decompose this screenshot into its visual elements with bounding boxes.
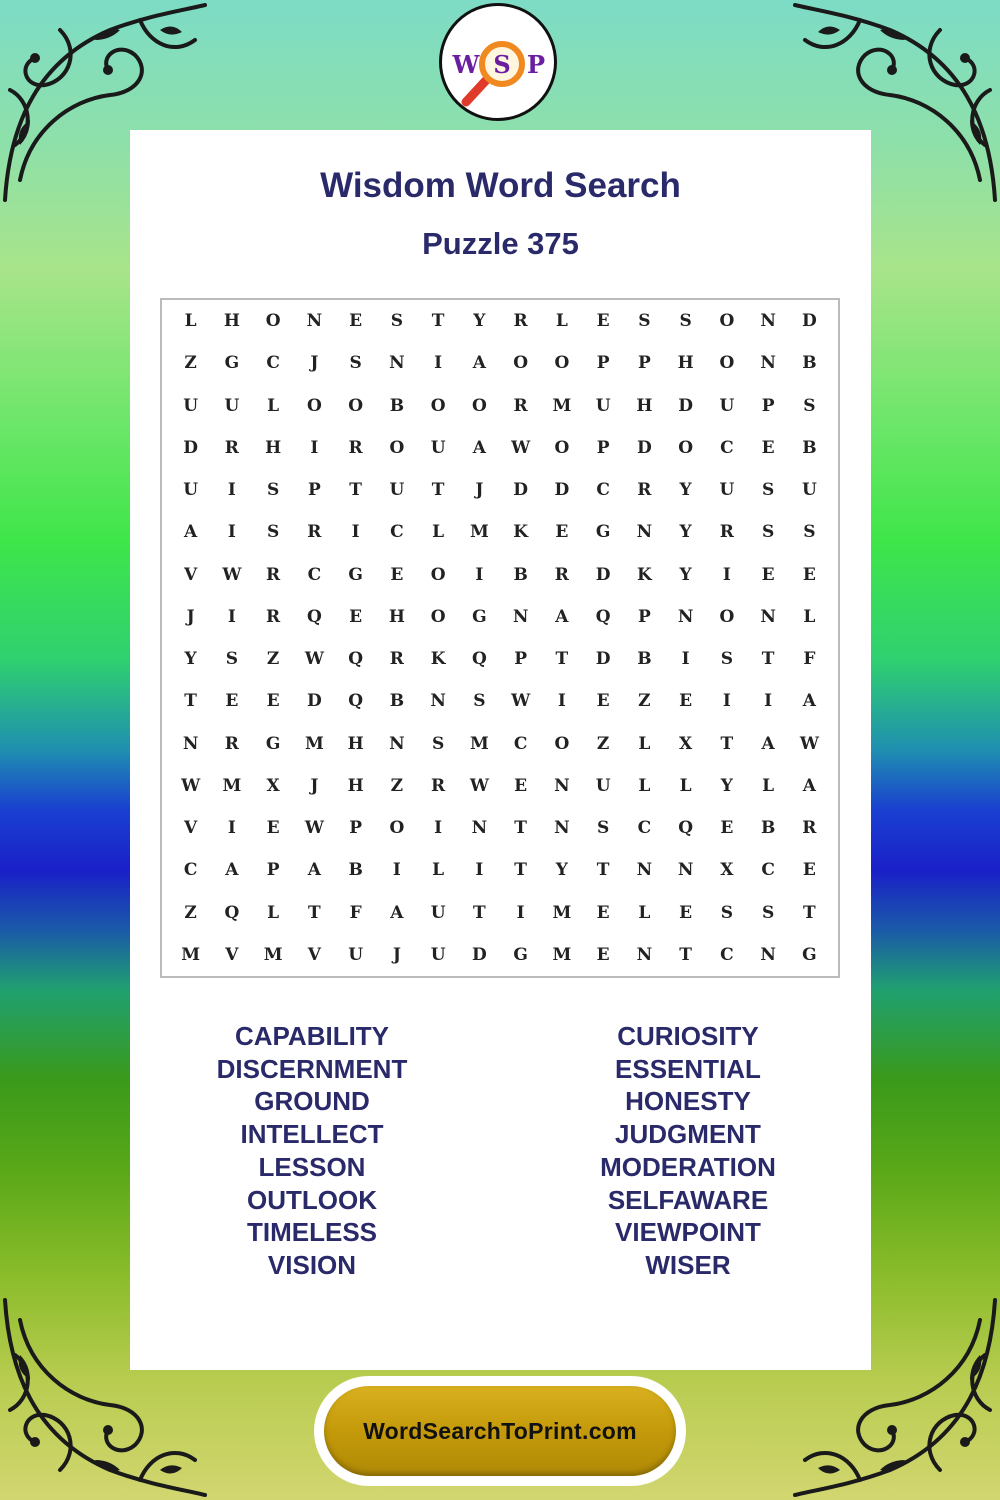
grid-letter[interactable]: N xyxy=(471,818,488,839)
grid-letter[interactable]: P xyxy=(307,480,321,501)
grid-letter[interactable]: V xyxy=(184,564,198,585)
grid-letter[interactable]: Z xyxy=(266,649,280,670)
grid-letter[interactable]: O xyxy=(471,395,487,416)
grid-letter[interactable]: B xyxy=(513,564,528,585)
search-word: SELFAWARE xyxy=(607,1184,769,1215)
grid-letter[interactable]: C xyxy=(637,818,652,839)
grid-letter[interactable]: T xyxy=(761,649,775,670)
search-word: CURIOSITY xyxy=(617,1021,759,1051)
grid-letter[interactable]: Q xyxy=(595,606,611,627)
grid-letter[interactable]: R xyxy=(266,564,281,585)
grid-letter[interactable]: S xyxy=(761,902,775,923)
grid-letter[interactable]: E xyxy=(555,522,569,543)
grid-letter[interactable]: A xyxy=(472,353,486,374)
grid-letter[interactable]: D xyxy=(183,437,198,458)
grid-letter[interactable]: O xyxy=(513,353,529,374)
grid-letter[interactable]: B xyxy=(802,353,817,374)
grid-letter[interactable]: T xyxy=(349,480,362,501)
grid-letter[interactable]: T xyxy=(473,902,486,923)
grid-letter[interactable]: N xyxy=(389,733,405,754)
grid-letter[interactable]: V xyxy=(184,818,198,839)
grid-letter[interactable]: I xyxy=(434,818,443,839)
grid-letter[interactable]: E xyxy=(349,311,363,332)
grid-letter[interactable]: S xyxy=(225,649,239,670)
grid-letter[interactable]: V xyxy=(225,944,239,965)
grid-letter[interactable]: P xyxy=(596,437,610,458)
grid-letter[interactable]: I xyxy=(227,480,236,501)
grid-letter[interactable]: N xyxy=(760,606,776,627)
grid-letter[interactable]: C xyxy=(513,733,528,754)
grid-letter[interactable]: N xyxy=(554,818,570,839)
grid-letter[interactable]: N xyxy=(760,944,776,965)
grid-letter[interactable]: S xyxy=(266,522,280,543)
search-word: TIMELESS xyxy=(246,1217,377,1248)
grid-letter[interactable]: I xyxy=(516,902,525,923)
grid-letter[interactable]: R xyxy=(719,522,734,543)
grid-letter[interactable]: S xyxy=(720,902,734,923)
grid-letter[interactable]: P xyxy=(637,606,651,627)
grid-letter[interactable]: N xyxy=(636,522,653,543)
grid-letter[interactable]: D xyxy=(802,311,817,332)
grid-letter[interactable]: P xyxy=(596,353,610,374)
grid-letter[interactable]: D xyxy=(554,480,570,501)
grid-letter[interactable]: T xyxy=(184,691,197,712)
grid-letter[interactable]: O xyxy=(265,311,281,332)
grid-letter[interactable]: D xyxy=(307,691,322,712)
grid-letter[interactable]: O xyxy=(348,395,364,416)
grid-letter[interactable]: H xyxy=(265,437,282,458)
grid-letter[interactable]: A xyxy=(307,860,321,881)
grid-letter[interactable]: R xyxy=(513,395,528,416)
grid-letter[interactable]: S xyxy=(390,311,404,332)
letter-grid[interactable] xyxy=(160,298,840,978)
grid-letter[interactable]: E xyxy=(266,691,280,712)
grid-letter[interactable]: G xyxy=(348,564,363,585)
grid-letter[interactable]: T xyxy=(431,311,445,332)
puzzle-number: Puzzle 375 xyxy=(422,226,579,261)
grid-letter[interactable]: J xyxy=(310,775,319,796)
grid-letter[interactable]: Q xyxy=(471,649,487,670)
search-word: OUTLOOK xyxy=(247,1184,377,1215)
grid-letter[interactable]: I xyxy=(722,564,731,585)
grid-letter[interactable]: L xyxy=(803,606,816,627)
search-word: GROUND xyxy=(254,1086,370,1117)
grid-letter[interactable]: L xyxy=(679,775,692,796)
grid-letter[interactable]: T xyxy=(803,902,816,923)
grid-letter[interactable]: D xyxy=(637,437,652,458)
grid-letter[interactable]: S xyxy=(803,522,816,543)
search-word: WISER xyxy=(645,1249,731,1280)
grid-letter[interactable]: U xyxy=(430,944,446,965)
grid-letter[interactable]: H xyxy=(347,775,364,796)
grid-letter[interactable]: N xyxy=(636,860,653,881)
grid-letter[interactable]: J xyxy=(310,353,319,374)
grid-letter[interactable]: O xyxy=(554,353,570,374)
grid-letter[interactable]: O xyxy=(678,437,694,458)
grid-letter[interactable]: Z xyxy=(390,775,404,796)
grid-letter[interactable]: Z xyxy=(638,691,651,712)
grid-letter[interactable]: Y xyxy=(679,564,692,585)
grid-letter[interactable]: S xyxy=(266,480,280,501)
grid-letter[interactable]: N xyxy=(677,860,694,881)
grid-letter[interactable]: Q xyxy=(306,606,322,627)
grid-letter[interactable]: H xyxy=(388,606,405,627)
search-word: DISCERNMENT xyxy=(216,1053,408,1084)
search-word: HONESTY xyxy=(625,1086,751,1117)
grid-letter[interactable]: Y xyxy=(679,522,692,543)
grid-letter[interactable]: E xyxy=(596,902,610,923)
grid-letter[interactable]: U xyxy=(595,395,611,416)
grid-letter[interactable]: M xyxy=(263,944,283,965)
grid-letter[interactable]: C xyxy=(761,860,775,881)
grid-letter[interactable]: B xyxy=(348,860,363,881)
grid-letter[interactable]: R xyxy=(307,522,322,543)
grid-letter[interactable]: I xyxy=(681,649,690,670)
grid-letter[interactable]: C xyxy=(596,480,610,501)
grid-letter[interactable]: T xyxy=(596,860,610,881)
grid-letter[interactable]: U xyxy=(224,395,240,416)
grid-letter[interactable]: L xyxy=(638,775,651,796)
grid-letter[interactable]: I xyxy=(475,564,484,585)
grid-letter[interactable]: D xyxy=(595,649,611,670)
page-title: Wisdom Word Search xyxy=(320,166,681,205)
grid-letter[interactable]: S xyxy=(720,649,734,670)
grid-letter[interactable]: X xyxy=(266,775,280,796)
grid-letter[interactable]: O xyxy=(719,311,735,332)
grid-letter[interactable]: E xyxy=(802,564,816,585)
grid-letter[interactable]: A xyxy=(472,437,486,458)
grid-letter[interactable]: Q xyxy=(348,691,364,712)
grid-letter[interactable]: R xyxy=(266,606,281,627)
grid-letter[interactable]: R xyxy=(554,564,569,585)
grid-letter[interactable]: E xyxy=(761,437,775,458)
grid-letter[interactable]: E xyxy=(225,691,239,712)
grid-letter[interactable]: R xyxy=(637,480,652,501)
grid-letter[interactable]: I xyxy=(434,353,443,374)
grid-letter[interactable]: N xyxy=(677,606,694,627)
grid-letter[interactable]: X xyxy=(720,860,734,881)
grid-letter[interactable]: L xyxy=(638,733,651,754)
grid-letter[interactable]: P xyxy=(514,649,528,670)
grid-letter[interactable]: D xyxy=(513,480,528,501)
grid-letter[interactable]: S xyxy=(638,311,651,332)
grid-letter[interactable]: F xyxy=(349,902,362,923)
grid-letter[interactable]: N xyxy=(636,944,653,965)
grid-letter[interactable]: W xyxy=(304,649,324,670)
grid-letter[interactable]: M xyxy=(552,944,572,965)
grid-letter[interactable]: R xyxy=(513,311,528,332)
grid-letter[interactable]: O xyxy=(430,395,446,416)
grid-letter[interactable]: A xyxy=(802,691,816,712)
grid-letter[interactable]: A xyxy=(184,522,198,543)
grid-letter[interactable]: I xyxy=(351,522,360,543)
grid-letter[interactable]: I xyxy=(227,606,236,627)
grid-letter[interactable]: A xyxy=(761,733,775,754)
grid-letter[interactable]: W xyxy=(799,733,819,754)
grid-letter[interactable]: B xyxy=(802,437,817,458)
site-name: WordSearchToPrint.com xyxy=(363,1417,637,1444)
grid-letter[interactable]: E xyxy=(596,311,610,332)
grid-letter[interactable]: E xyxy=(266,818,280,839)
grid-letter[interactable]: Q xyxy=(678,818,694,839)
grid-letter[interactable]: L xyxy=(432,860,445,881)
grid-letter[interactable]: D xyxy=(595,564,611,585)
grid-letter[interactable]: N xyxy=(512,606,529,627)
grid-letter[interactable]: S xyxy=(803,395,816,416)
grid-letter[interactable]: M xyxy=(222,775,242,796)
grid-letter[interactable]: E xyxy=(720,818,734,839)
grid-letter[interactable]: K xyxy=(636,564,652,585)
grid-letter[interactable]: O xyxy=(719,606,735,627)
grid-letter[interactable]: S xyxy=(473,691,486,712)
grid-letter[interactable]: N xyxy=(760,353,776,374)
grid-letter[interactable]: G xyxy=(265,733,281,754)
grid-letter[interactable]: O xyxy=(430,564,446,585)
grid-letter[interactable]: I xyxy=(722,691,731,712)
grid-letter[interactable]: W xyxy=(511,691,531,712)
grid-letter[interactable]: P xyxy=(761,395,775,416)
grid-letter[interactable]: I xyxy=(557,691,566,712)
grid-letter[interactable]: S xyxy=(679,311,692,332)
grid-letter[interactable]: B xyxy=(760,818,776,839)
grid-letter[interactable]: O xyxy=(389,437,405,458)
grid-letter[interactable]: H xyxy=(223,311,240,332)
search-word: MODERATION xyxy=(600,1151,776,1182)
grid-letter[interactable]: U xyxy=(719,480,735,501)
grid-letter[interactable]: M xyxy=(552,902,572,923)
grid-letter[interactable]: M xyxy=(469,733,489,754)
grid-letter[interactable]: E xyxy=(761,564,775,585)
logo-letter-w: W xyxy=(452,50,480,79)
grid-letter[interactable]: E xyxy=(596,944,610,965)
grid-letter[interactable]: L xyxy=(555,311,568,332)
grid-letter[interactable]: C xyxy=(720,944,734,965)
grid-letter[interactable]: L xyxy=(762,775,775,796)
grid-letter[interactable]: C xyxy=(266,353,280,374)
grid-letter[interactable]: S xyxy=(349,353,362,374)
grid-letter[interactable]: H xyxy=(677,353,694,374)
puzzle-card xyxy=(130,130,871,1370)
grid-letter[interactable]: R xyxy=(389,649,404,670)
grid-letter[interactable]: G xyxy=(224,353,240,374)
grid-letter[interactable]: O xyxy=(306,395,322,416)
search-word: ESSENTIAL xyxy=(615,1053,761,1084)
search-word: INTELLECT xyxy=(240,1119,384,1150)
grid-letter[interactable]: S xyxy=(761,480,775,501)
grid-letter[interactable]: I xyxy=(392,860,401,881)
grid-letter[interactable]: G xyxy=(513,944,528,965)
grid-letter[interactable]: K xyxy=(513,522,529,543)
grid-letter[interactable]: R xyxy=(348,437,363,458)
grid-letter[interactable]: E xyxy=(390,564,404,585)
grid-letter[interactable]: T xyxy=(308,902,321,923)
wsp-logo[interactable] xyxy=(439,3,557,121)
search-word: VISION xyxy=(267,1249,357,1280)
grid-letter[interactable]: N xyxy=(306,311,323,332)
grid-letter[interactable]: P xyxy=(266,860,280,881)
grid-letter[interactable]: Q xyxy=(224,902,240,923)
grid-letter[interactable]: O xyxy=(554,437,570,458)
grid-letter[interactable]: Y xyxy=(555,860,568,881)
grid-letter[interactable]: S xyxy=(761,522,775,543)
grid-letter[interactable]: E xyxy=(596,691,610,712)
grid-letter[interactable]: W xyxy=(222,564,242,585)
grid-letter[interactable]: B xyxy=(389,395,405,416)
grid-letter[interactable]: O xyxy=(430,606,446,627)
grid-letter[interactable]: E xyxy=(514,775,528,796)
grid-letter[interactable]: I xyxy=(764,691,773,712)
grid-letter[interactable]: Y xyxy=(720,775,733,796)
grid-letter[interactable]: S xyxy=(431,733,445,754)
site-link-button[interactable] xyxy=(324,1386,676,1476)
grid-letter[interactable]: C xyxy=(390,522,404,543)
grid-letter[interactable]: G xyxy=(472,606,487,627)
grid-letter[interactable]: F xyxy=(803,649,816,670)
grid-letter[interactable]: L xyxy=(184,311,197,332)
grid-letter[interactable]: R xyxy=(224,437,239,458)
grid-letter[interactable]: W xyxy=(304,818,324,839)
grid-letter[interactable]: L xyxy=(267,902,280,923)
search-word: CAPABILITY xyxy=(234,1021,390,1051)
grid-letter[interactable]: M xyxy=(304,733,324,754)
grid-letter[interactable]: V xyxy=(307,944,321,965)
grid-letter[interactable]: U xyxy=(719,395,735,416)
grid-letter[interactable]: D xyxy=(472,944,487,965)
grid-letter[interactable]: A xyxy=(802,775,816,796)
grid-letter[interactable]: A xyxy=(555,606,569,627)
grid-letter[interactable]: B xyxy=(389,691,405,712)
grid-letter[interactable]: D xyxy=(678,395,693,416)
grid-letter[interactable]: T xyxy=(431,480,445,501)
grid-letter[interactable]: U xyxy=(183,395,199,416)
grid-letter[interactable]: C xyxy=(183,860,198,881)
grid-letter[interactable]: I xyxy=(227,522,236,543)
grid-letter[interactable]: Q xyxy=(348,649,364,670)
grid-letter[interactable]: Y xyxy=(473,311,486,332)
grid-letter[interactable]: U xyxy=(595,775,611,796)
grid-letter[interactable]: Z xyxy=(184,353,197,374)
grid-letter[interactable]: N xyxy=(430,691,446,712)
grid-letter[interactable]: Z xyxy=(184,902,197,923)
grid-letter[interactable]: T xyxy=(514,818,527,839)
grid-letter[interactable]: K xyxy=(430,649,446,670)
grid-letter[interactable]: X xyxy=(679,733,693,754)
grid-letter[interactable]: W xyxy=(511,437,531,458)
grid-letter[interactable]: O xyxy=(554,733,570,754)
grid-letter[interactable]: Y xyxy=(184,649,197,670)
grid-letter[interactable]: W xyxy=(181,775,201,796)
logo-letter-p: P xyxy=(526,50,546,79)
search-word: JUDGMENT xyxy=(615,1119,761,1150)
grid-letter[interactable]: N xyxy=(182,733,199,754)
grid-letter[interactable]: B xyxy=(637,649,652,670)
word-list-left xyxy=(162,1020,462,1282)
grid-letter[interactable]: R xyxy=(431,775,446,796)
grid-letter[interactable]: W xyxy=(469,775,489,796)
grid-letter[interactable]: A xyxy=(390,902,404,923)
grid-letter[interactable]: T xyxy=(555,649,569,670)
grid-letter[interactable]: R xyxy=(224,733,239,754)
grid-letter[interactable]: U xyxy=(389,480,405,501)
grid-letter[interactable]: E xyxy=(349,606,363,627)
grid-letter[interactable]: E xyxy=(802,860,816,881)
grid-letter[interactable]: U xyxy=(430,437,446,458)
grid-letter[interactable]: O xyxy=(719,353,735,374)
grid-letter[interactable]: U xyxy=(430,902,446,923)
grid-letter[interactable]: I xyxy=(227,818,236,839)
grid-letter[interactable]: U xyxy=(348,944,364,965)
grid-letter[interactable]: N xyxy=(389,353,405,374)
grid-letter[interactable]: Z xyxy=(596,733,610,754)
grid-letter[interactable]: I xyxy=(310,437,319,458)
grid-letter[interactable]: E xyxy=(679,902,693,923)
grid-letter[interactable]: T xyxy=(514,860,527,881)
grid-letter[interactable]: G xyxy=(595,522,611,543)
grid-letter[interactable]: L xyxy=(267,395,280,416)
grid-letter[interactable]: H xyxy=(347,733,364,754)
grid-letter[interactable]: M xyxy=(552,395,572,416)
grid-letter[interactable]: P xyxy=(349,818,363,839)
grid-letter[interactable]: Y xyxy=(679,480,692,501)
grid-letter[interactable]: U xyxy=(801,480,817,501)
search-word: VIEWPOINT xyxy=(615,1217,761,1248)
grid-letter[interactable]: E xyxy=(679,691,693,712)
grid-letter[interactable]: C xyxy=(720,437,734,458)
grid-letter[interactable]: N xyxy=(760,311,776,332)
grid-letter[interactable]: C xyxy=(307,564,322,585)
grid-letter[interactable]: O xyxy=(389,818,405,839)
grid-letter[interactable]: H xyxy=(636,395,653,416)
grid-letter[interactable]: T xyxy=(720,733,734,754)
grid-letter[interactable]: T xyxy=(679,944,692,965)
logo-letter-s: S xyxy=(493,50,511,79)
grid-letter[interactable]: J xyxy=(392,944,401,965)
grid-letter[interactable]: I xyxy=(475,860,484,881)
grid-letter[interactable]: G xyxy=(802,944,817,965)
grid-letter[interactable]: L xyxy=(432,522,445,543)
footer-badge xyxy=(314,1376,686,1486)
grid-letter[interactable]: M xyxy=(469,522,489,543)
grid-letter[interactable]: J xyxy=(475,480,484,501)
grid-letter[interactable]: M xyxy=(181,944,201,965)
word-list-right xyxy=(538,1020,838,1282)
search-word: LESSON xyxy=(258,1151,366,1182)
grid-letter[interactable]: J xyxy=(186,606,195,627)
grid-letter[interactable]: S xyxy=(596,818,610,839)
grid-letter[interactable]: U xyxy=(183,480,199,501)
grid-letter[interactable]: P xyxy=(637,353,651,374)
grid-letter[interactable]: R xyxy=(802,818,817,839)
grid-letter[interactable]: L xyxy=(638,902,651,923)
grid-letter[interactable]: N xyxy=(554,775,570,796)
grid-letter[interactable]: A xyxy=(225,860,239,881)
